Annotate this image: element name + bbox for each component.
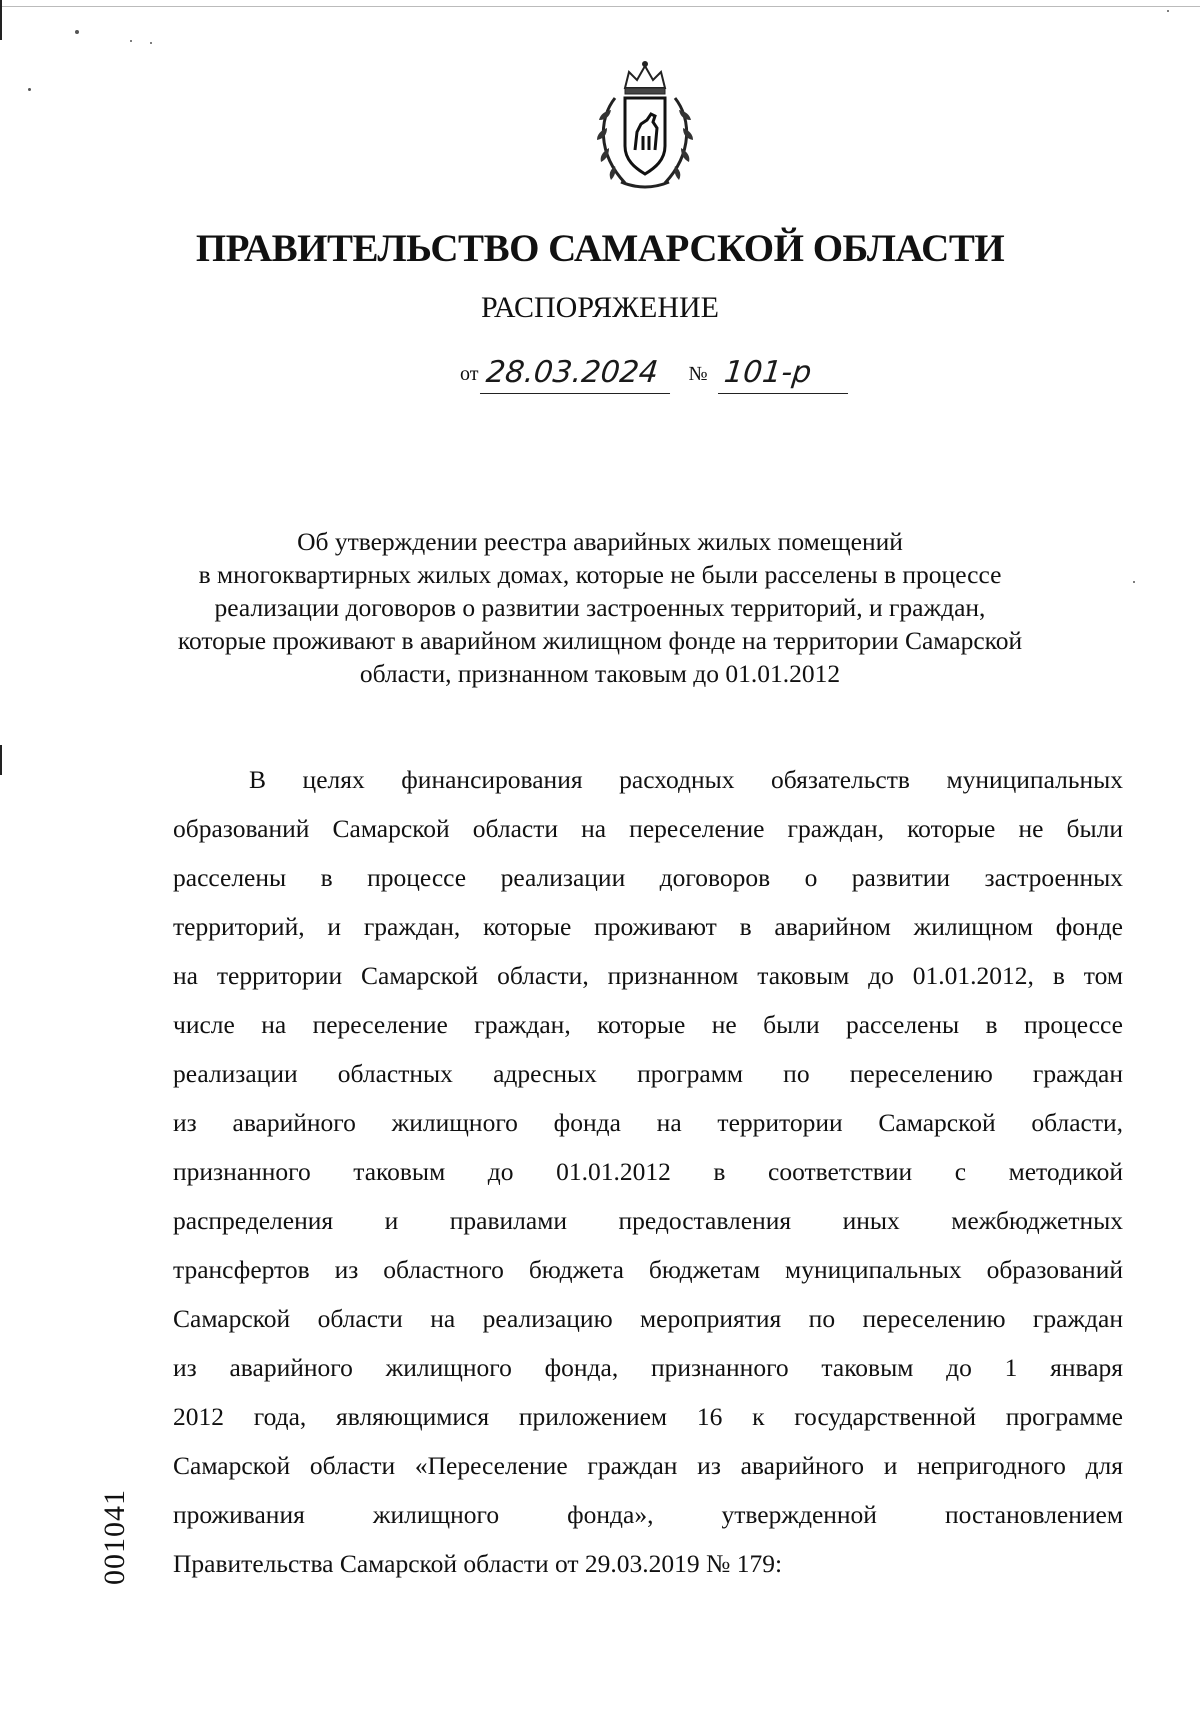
body-line: территорий, и граждан, которые проживают в аварийном жилищном фонде xyxy=(173,912,1123,941)
body-paragraph xyxy=(173,755,1123,1588)
government-title: ПРАВИТЕЛЬСТВО САМАРСКОЙ ОБЛАСТИ xyxy=(195,227,1005,270)
body-line: числе на переселение граждан, которые не были расселены в процессе xyxy=(173,1010,1123,1039)
body-line: из аварийного жилищного фонда, признанного таковым до 1 января xyxy=(173,1353,1123,1382)
document-subject xyxy=(150,525,1050,690)
body-line: на территории Самарской области, признанном таковым до 01.01.2012, в том xyxy=(173,961,1123,990)
scan-speck xyxy=(150,42,152,44)
subject-line: в многоквартирных жилых домах, которые не были расселены в процессе xyxy=(198,560,1002,589)
document-type: РАСПОРЯЖЕНИЕ xyxy=(480,291,720,324)
subject-line: реализации договоров о развитии застроенных территорий, и граждан, xyxy=(214,593,986,622)
scan-speck xyxy=(1167,10,1169,12)
scan-speck xyxy=(130,40,132,42)
samara-coat-of-arms-icon xyxy=(585,58,705,198)
body-line: реализации областных адресных программ по переселению граждан xyxy=(173,1059,1123,1088)
body-line: Самарской области на реализацию мероприятия по переселению граждан xyxy=(173,1304,1123,1333)
scan-speck xyxy=(28,88,31,91)
subject-line: Об утверждении реестра аварийных жилых помещений xyxy=(297,527,903,556)
body-line: трансфертов из областного бюджета бюджетам муниципальных образований xyxy=(173,1255,1123,1284)
number-label: № xyxy=(688,363,708,385)
date-value-handwritten: 28.03.2024 xyxy=(480,355,674,394)
body-line: Правительства Самарской области от 29.03.2019 № 179: xyxy=(173,1549,783,1578)
scan-speck xyxy=(1133,581,1135,583)
document-date-number xyxy=(460,350,850,394)
scan-left-edge-mark xyxy=(0,745,2,775)
number-value-handwritten: 101-р xyxy=(718,355,852,394)
body-line: расселены в процессе реализации договоров о развитии застроенных xyxy=(173,863,1123,892)
date-label: от xyxy=(460,363,479,385)
subject-line: которые проживают в аварийном жилищном фонде на территории Самарской xyxy=(177,626,1023,655)
body-line: Самарской области «Переселение граждан из аварийного и непригодного для xyxy=(173,1451,1123,1480)
scan-speck xyxy=(75,30,79,34)
body-line: проживания жилищного фонда», утвержденной постановлением xyxy=(173,1500,1123,1529)
scan-left-edge-mark xyxy=(0,0,2,40)
body-line: образований Самарской области на переселение граждан, которые не были xyxy=(173,814,1123,843)
body-line: из аварийного жилищного фонда на территории Самарской области, xyxy=(173,1108,1123,1137)
body-line: В целях финансирования расходных обязательств муниципальных xyxy=(249,765,1123,794)
body-line: признанного таковым до 01.01.2012 в соответствии с методикой xyxy=(173,1157,1123,1186)
side-serial-number: 001041 xyxy=(98,1489,131,1585)
subject-line: области, признанном таковым до 01.01.2012 xyxy=(359,659,841,688)
body-line: 2012 года, являющимися приложением 16 к государственной программе xyxy=(173,1402,1123,1431)
body-line: распределения и правилами предоставления иных межбюджетных xyxy=(173,1206,1123,1235)
scan-top-edge xyxy=(0,6,1200,7)
